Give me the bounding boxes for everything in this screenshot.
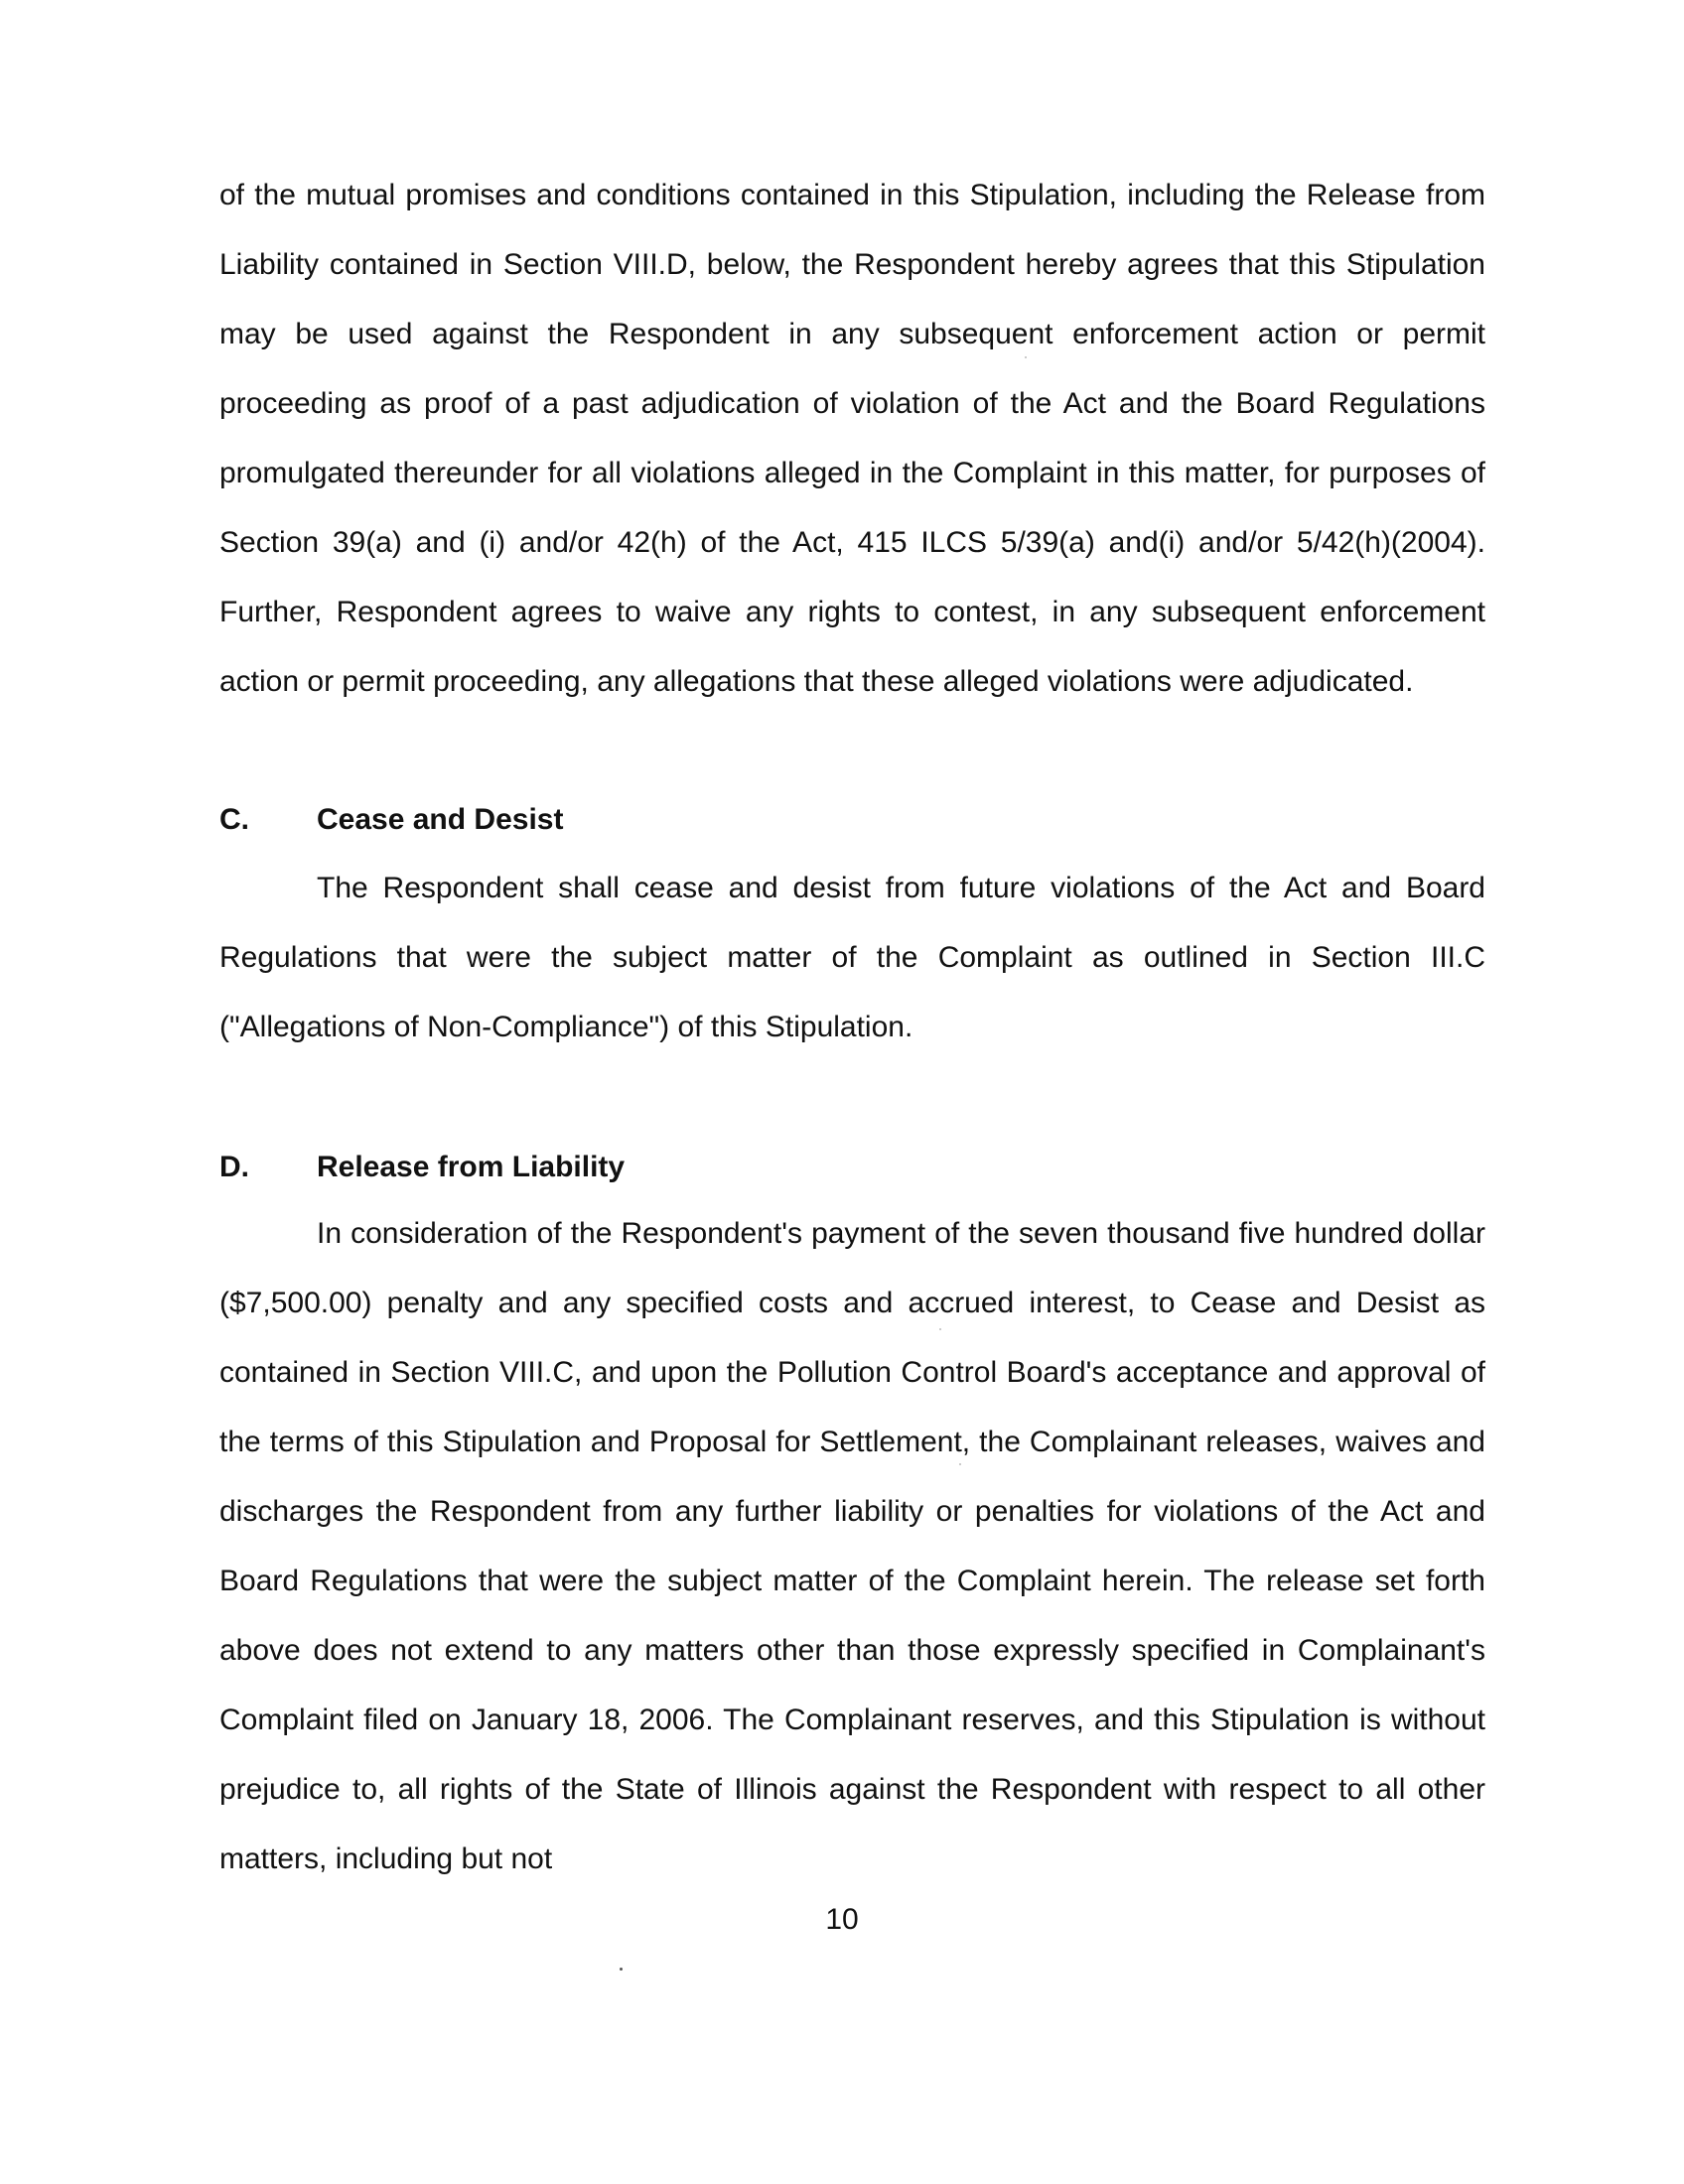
section-d-body: In consideration of the Respondent's payment of the seven thousand five hundred dollar ($7,500.00) penalty and any specified costs and accrued interest, to Cease and Desist as contained in Section VIII.C, and upon the Pollution Control Board's acceptance and approval of the terms of this Stipulation and Proposal for Settlement, the Complainant releases, waives and discharges the Respondent from any further liability or penalties for violations of the Act and Board Regulations that were the subject matter of the Complaint herein. The release set forth above does not extend to any matters other than those expressly specified in Complainant's Complaint filed on January 18, 2006. The Complainant reserves, and this Stipulation is without prejudice to, all rights of the State of Illinois against the Respondent with respect to all other matters, including but not <box>219 1217 1485 1875</box>
paragraph-continuation: of the mutual promises and conditions contained in this Stipulation, including the Release from Liability contained in Section VIII.D, below, the Respondent hereby agrees that this Stipulation may be used against the Respondent in any subsequent enforcement action or permit proceeding as proof of a past adjudication of violation of the Act and the Board Regulations promulgated thereunder for all violations alleged in the Complaint in this matter, for purposes of Section 39(a) and (i) and/or 42(h) of the Act, 415 ILCS 5/39(a) and(i) and/or 5/42(h)(2004). Further, Respondent agrees to waive any rights to contest, in any subsequent enforcement action or permit proceeding, any allegations that these alleged violations were adjudicated. <box>219 179 1485 698</box>
section-d-letter: D. <box>219 1151 249 1183</box>
scan-speck <box>939 1328 941 1330</box>
section-c-heading <box>219 800 563 840</box>
scan-speck <box>1025 356 1027 358</box>
section-d-title: Release from Liability <box>317 1151 626 1183</box>
section-d-heading <box>219 1148 625 1187</box>
section-c-title: Cease and Desist <box>317 803 564 836</box>
section-c-body: The Respondent shall cease and desist from future violations of the Act and Board Regulations that were the subject matter of the Complaint as outlined in Section III.C ("Allegations of Non-Compliance") of this Stipulation. <box>219 872 1485 1043</box>
section-c-letter: C. <box>219 803 249 836</box>
scan-speck <box>959 1463 961 1465</box>
page-number: 10 <box>825 1903 859 1936</box>
scan-speck <box>620 1968 623 1971</box>
